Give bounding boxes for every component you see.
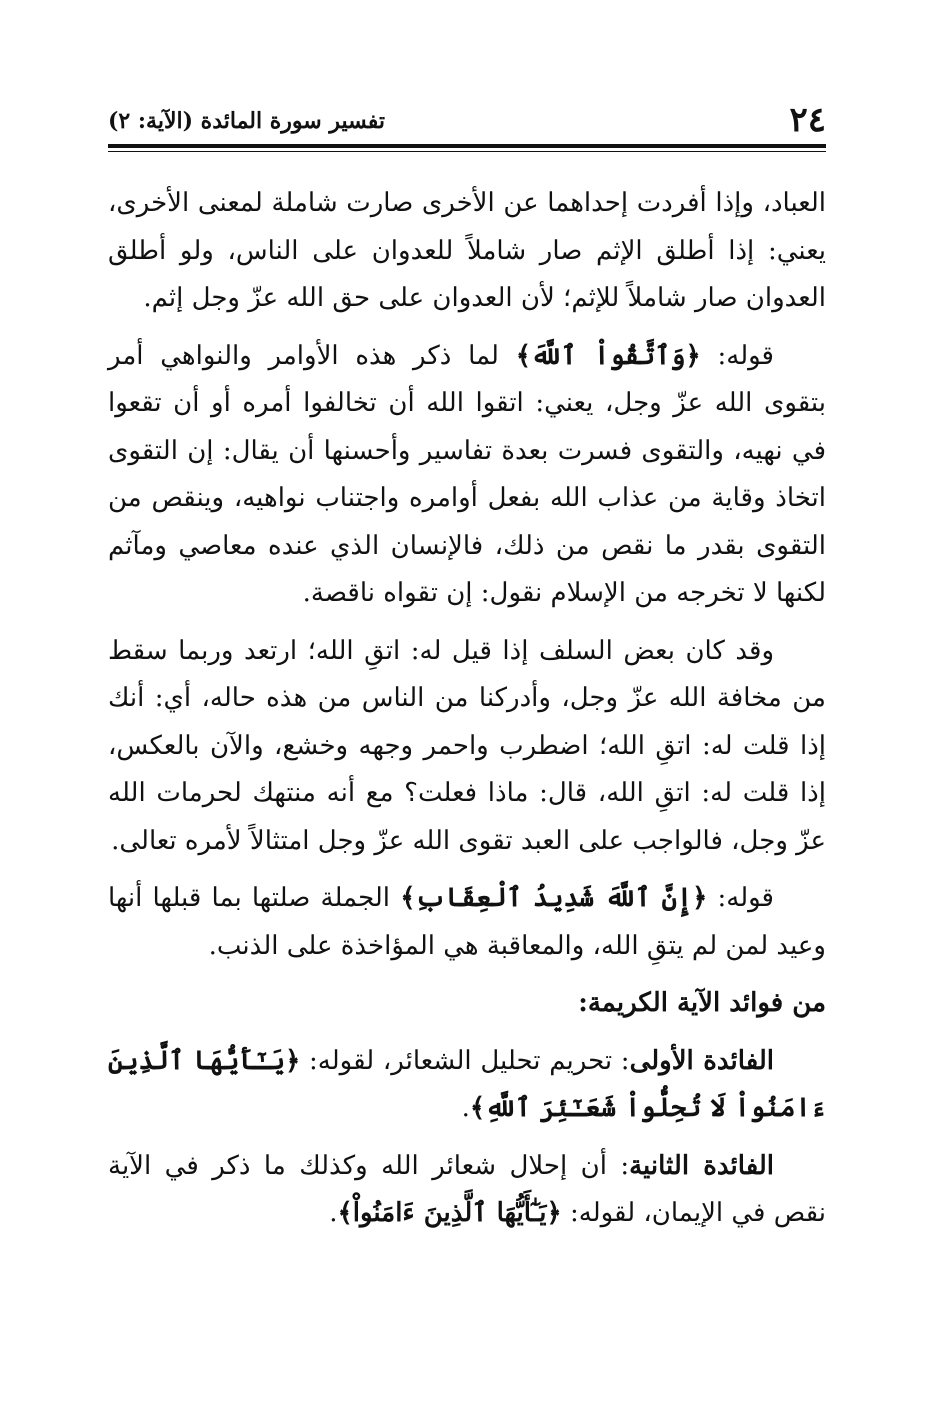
benefit-label: الفائدة الأولى bbox=[629, 1045, 774, 1076]
paragraph-continuation bbox=[108, 180, 826, 323]
paragraph-punishment bbox=[108, 875, 826, 970]
paragraph-text: العباد، وإذا أفردت إحداهما عن الأخرى صارت شاملة لمعنى الأخرى، يعني: إذا أطلق الإثم صار شاملاً للعدوان على الناس، ولو أطلق العدوان صار شاملاً للإثم؛ لأن العدوان على حق الله عزّ وجل إثم. bbox=[108, 188, 826, 313]
benefit-text: : تحريم تحليل الشعائر، لقوله: bbox=[300, 1045, 630, 1076]
paragraph-salaf bbox=[108, 628, 826, 866]
running-title: تفسير سورة المائدة (الآية: ٢) bbox=[108, 108, 386, 134]
page-header bbox=[108, 100, 826, 140]
header-rule-thick bbox=[108, 144, 826, 148]
benefit-first bbox=[108, 1038, 826, 1133]
benefit-label: الفائدة الثانية bbox=[629, 1150, 774, 1181]
paragraph-lead: قوله: bbox=[707, 883, 774, 913]
benefit-second bbox=[108, 1143, 826, 1238]
paragraph-lead: قوله: bbox=[700, 340, 774, 371]
quran-quote: ﴿إِنَّ ٱللَّهَ شَدِيدُ ٱلْعِقَابِ﴾ bbox=[400, 883, 708, 913]
benefit-text: : أن إحلال شعائر الله وكذلك ما ذكر في الآية نقص في الإيمان، لقوله: bbox=[108, 1150, 826, 1228]
quran-quote: ﴿يَـٰٓأَيُّهَا ٱلَّذِينَ ءَامَنُواْ لَا تُحِلُّواْ شَعَـٰٓئِرَ ٱللَّهِ﴾ bbox=[108, 1045, 826, 1123]
header-rule-thin bbox=[108, 151, 826, 152]
paragraph-text: الجملة صلتها بما قبلها أنها وعيد لمن لم يتقِ الله، والمعاقبة هي المؤاخذة على الذنب. bbox=[108, 883, 826, 961]
benefit-end: . bbox=[329, 1198, 338, 1228]
page-number: ٢٤ bbox=[789, 100, 826, 140]
paragraph-taqwa bbox=[108, 333, 826, 618]
paragraph-text: وقد كان بعض السلف إذا قيل له: اتقِ الله؛ ارتعد وربما سقط من مخافة الله عزّ وجل، وأدركنا من الناس من هذه حاله، أي: أنك إذا قلت له: اتقِ الله؛ اضطرب واحمر وجهه وخشع، والآن بالعكس، إذا قلت له: اتقِ الله، قال: ماذا فعلت؟ مع أنه منتهك لحرمات الله عزّ وجل، فالواجب على العبد تقوى الله عزّ وجل امتثالاً لأمره تعالى. bbox=[108, 635, 826, 856]
paragraph-text: لما ذكر هذه الأوامر والنواهي أمر بتقوى الله عزّ وجل، يعني: اتقوا الله أن تخالفوا أمره أو أن تقعوا في نهيه، والتقوى فسرت بعدة تفاسير وأحسنها أن يقال: إن التقوى اتخاذ وقاية من عذاب الله بفعل أوامره واجتناب نواهيه، وينقص من التقوى بقدر ما نقص من ذلك، فالإنسان الذي عنده معاصي ومآثم لكنها لا تخرجه من الإسلام نقول: إن تقواه ناقصة. bbox=[108, 340, 826, 608]
body-text bbox=[108, 180, 826, 1248]
quran-quote: ﴿يَـٰٓأَيُّهَا ٱلَّذِينَ ءَامَنُواْ﴾ bbox=[337, 1198, 562, 1228]
benefit-end: . bbox=[461, 1093, 470, 1123]
benefits-heading: من فوائد الآية الكريمة: bbox=[578, 988, 826, 1018]
quran-quote: ﴿وَٱتَّقُواْ ٱللَّهَ﴾ bbox=[515, 340, 701, 371]
